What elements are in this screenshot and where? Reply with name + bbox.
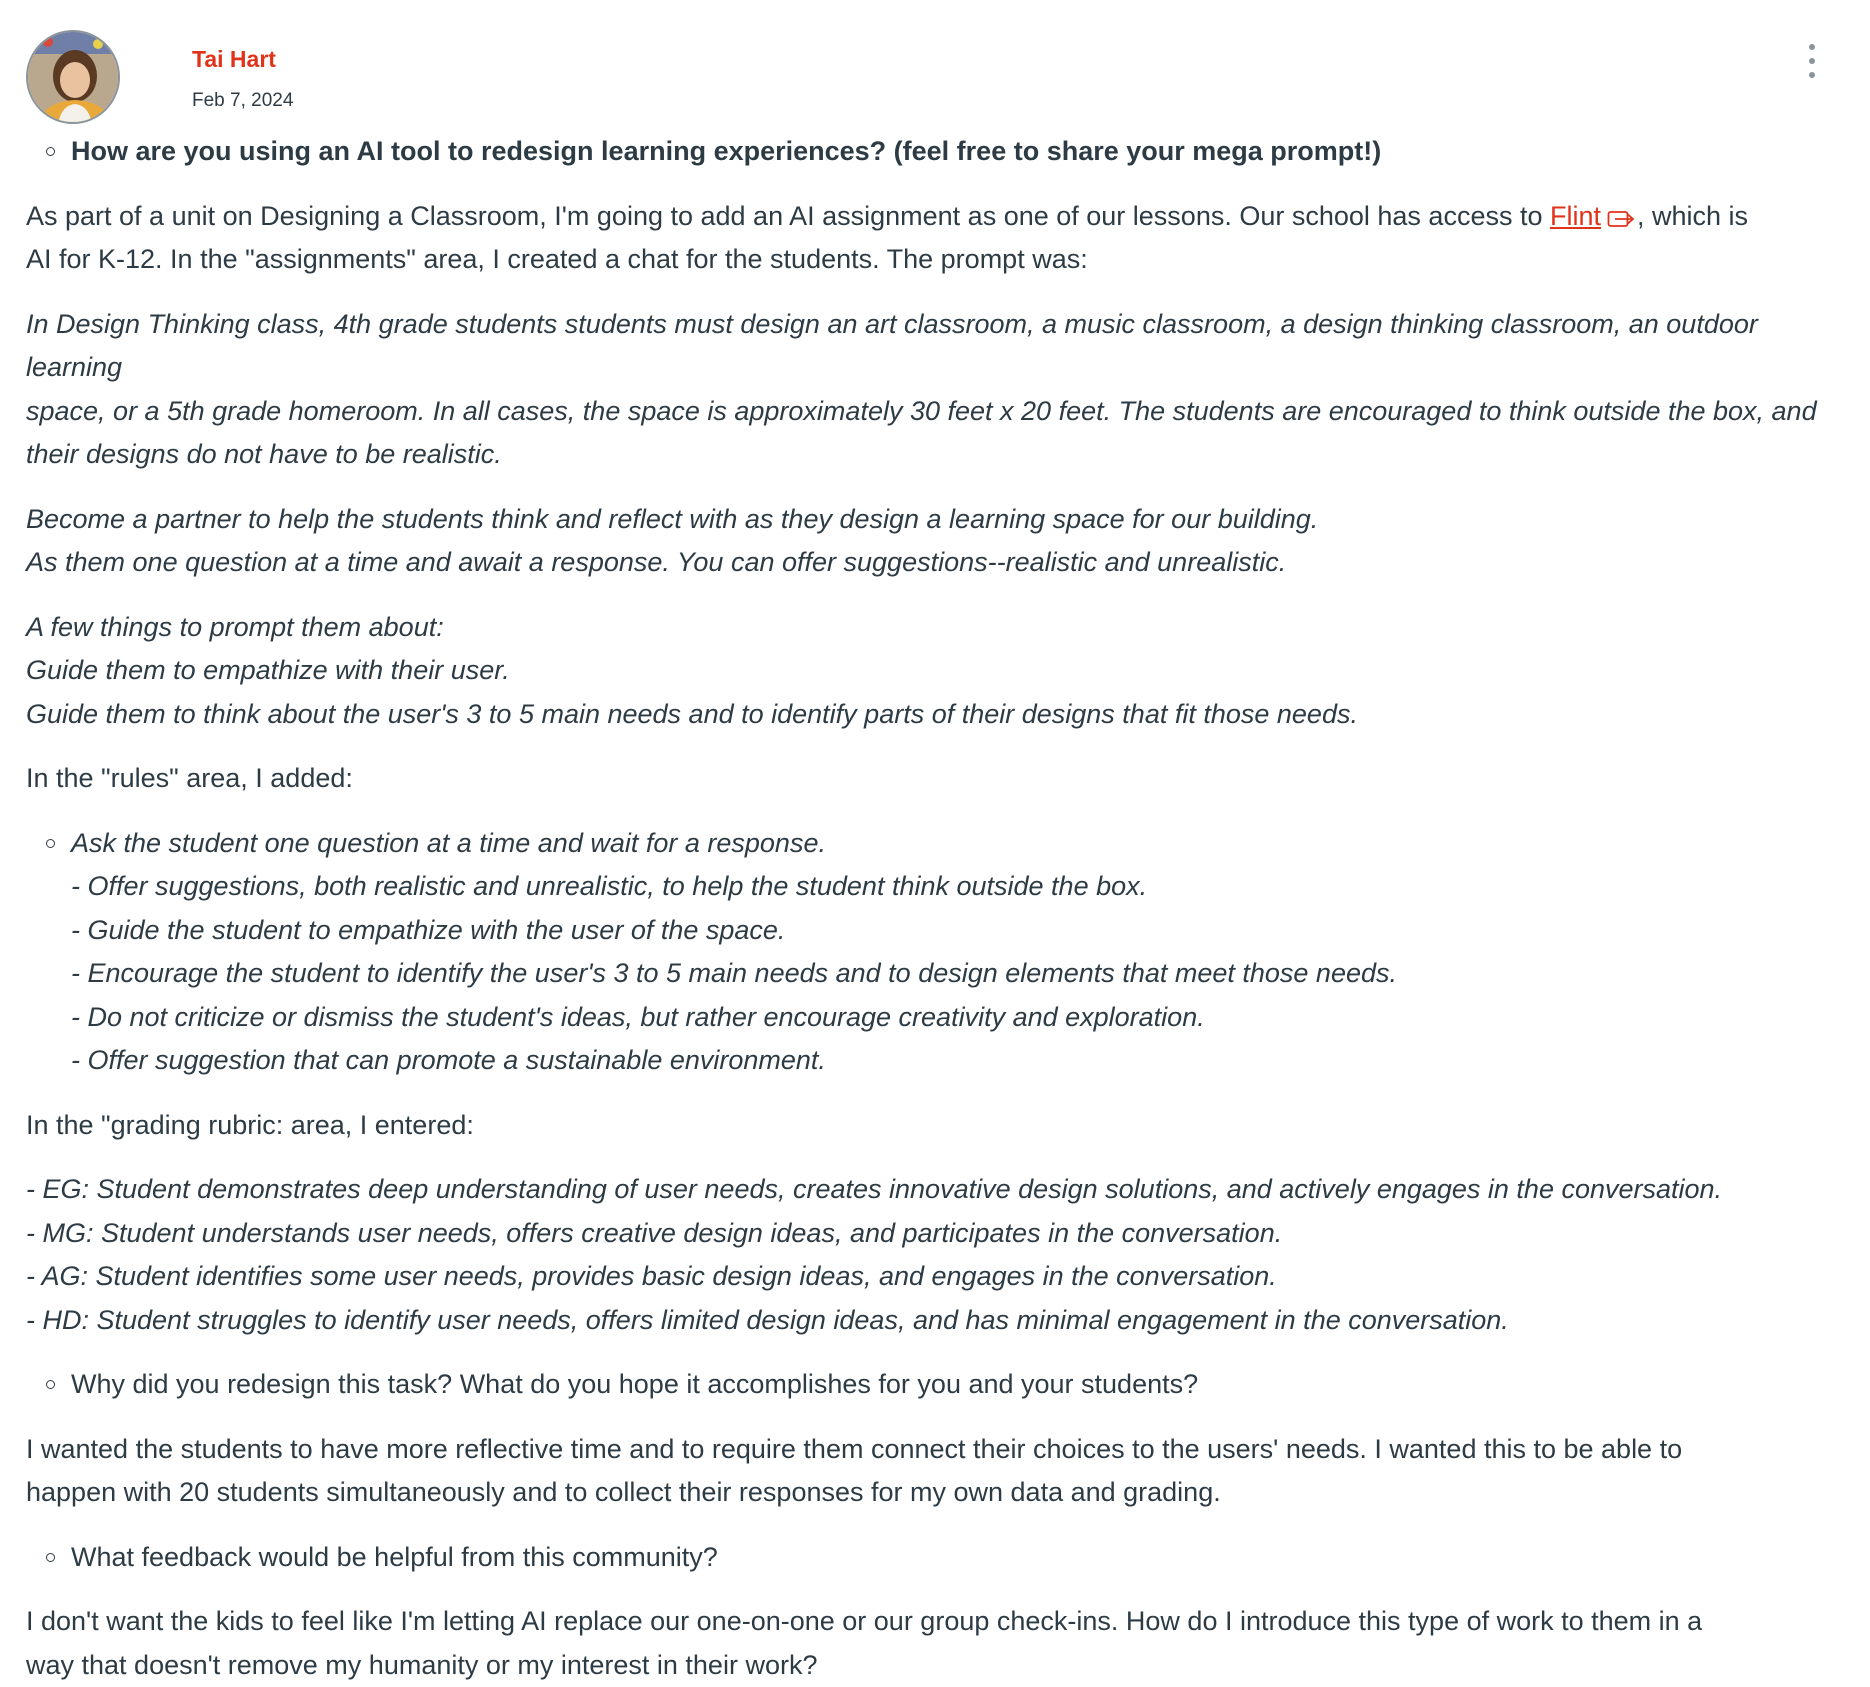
external-link-icon xyxy=(1607,208,1635,230)
question-2: Why did you redesign this task? What do you hope it accomplishes for you and your students? xyxy=(26,1363,1844,1407)
prompt-paragraph-1: In Design Thinking class, 4th grade students students must design an art classroom, a music classroom, a design thinking classroom, an outdoor learning space, or a 5th grade homeroom. In all cases, the space is approximately 30 feet x 20 feet. The students are encouraged to think outside the box, and their designs do not have to be realistic. xyxy=(26,308,1817,469)
rubric-list xyxy=(26,1168,1844,1342)
question-3: What feedback would be helpful from this community? xyxy=(26,1536,1844,1580)
intro-paragraph: As part of a unit on Designing a Classroom, I'm going to add an AI assignment as one of our lessons. Our school has access to Flint , which is AI for K-12. In the "assignments" area, I created a chat for the students. The prompt was: xyxy=(26,200,1749,274)
rubric-item: - HD: Student struggles to identify user needs, offers limited design ideas, and has minimal engagement in the conversation. xyxy=(26,1304,1509,1335)
rule-item: - Do not criticize or dismiss the student's ideas, but rather encourage creativity and exploration. xyxy=(71,1001,1205,1032)
post-body xyxy=(26,130,1844,1687)
answer-3: I don't want the kids to feel like I'm letting AI replace our one-on-one or our group check-ins. How do I introduce this type of work to them in a way that doesn't remove my humanity or my interest in their work? xyxy=(26,1606,1703,1680)
prompt-paragraph-3: A few things to prompt them about: Guide them to empathize with their user. Guide them to think about the user's 3 to 5 main needs and to identify parts of their designs that fit those needs. xyxy=(26,611,1358,729)
prompt-paragraph-2: Become a partner to help the students think and reflect with as they design a learning space for our building. As them one question at a time and await a response. You can offer suggestions--realistic and unrealistic. xyxy=(26,503,1319,577)
user-avatar-photo xyxy=(28,32,120,124)
rule-item: - Guide the student to empathize with the user of the space. xyxy=(71,914,786,945)
bullet-icon xyxy=(46,1380,55,1389)
rule-item: - Encourage the student to identify the user's 3 to 5 main needs and to design elements that meet those needs. xyxy=(71,958,1397,988)
answer-2: I wanted the students to have more reflective time and to require them connect their choices to the users' needs. I wanted this to be able to happen with 20 students simultaneously and to collect their responses for my own data and grading. xyxy=(26,1433,1683,1507)
kebab-menu-icon[interactable] xyxy=(1804,44,1820,78)
rules-list xyxy=(26,822,1844,1083)
author-name[interactable]: Tai Hart xyxy=(192,46,276,72)
rules-intro: In the "rules" area, I added: xyxy=(26,763,353,793)
rubric-item: - MG: Student understands user needs, offers creative design ideas, and participates in the conversation. xyxy=(26,1217,1283,1248)
post-header xyxy=(26,0,1844,130)
avatar[interactable] xyxy=(26,30,120,124)
post-date: Feb 7, 2024 xyxy=(192,90,294,111)
rule-item: Ask the student one question at a time and wait for a response. xyxy=(71,827,826,858)
rule-item: - Offer suggestion that can promote a sustainable environment. xyxy=(71,1045,826,1075)
question-1: How are you using an AI tool to redesign learning experiences? (feel free to share your mega prompt!) xyxy=(26,130,1844,174)
bullet-icon xyxy=(46,1553,55,1562)
rule-item: - Offer suggestions, both realistic and unrealistic, to help the student think outside the box. xyxy=(71,871,1148,901)
rubric-item: - EG: Student demonstrates deep understanding of user needs, creates innovative design solutions, and actively engages in the conversation. xyxy=(26,1174,1723,1204)
rubric-item: - AG: Student identifies some user needs, provides basic design ideas, and engages in the conversation. xyxy=(26,1261,1277,1291)
bullet-icon xyxy=(46,839,55,848)
flint-link[interactable]: Flint xyxy=(1549,200,1601,231)
bullet-icon xyxy=(46,147,55,156)
rubric-intro: In the "grading rubric: area, I entered: xyxy=(26,1109,474,1140)
